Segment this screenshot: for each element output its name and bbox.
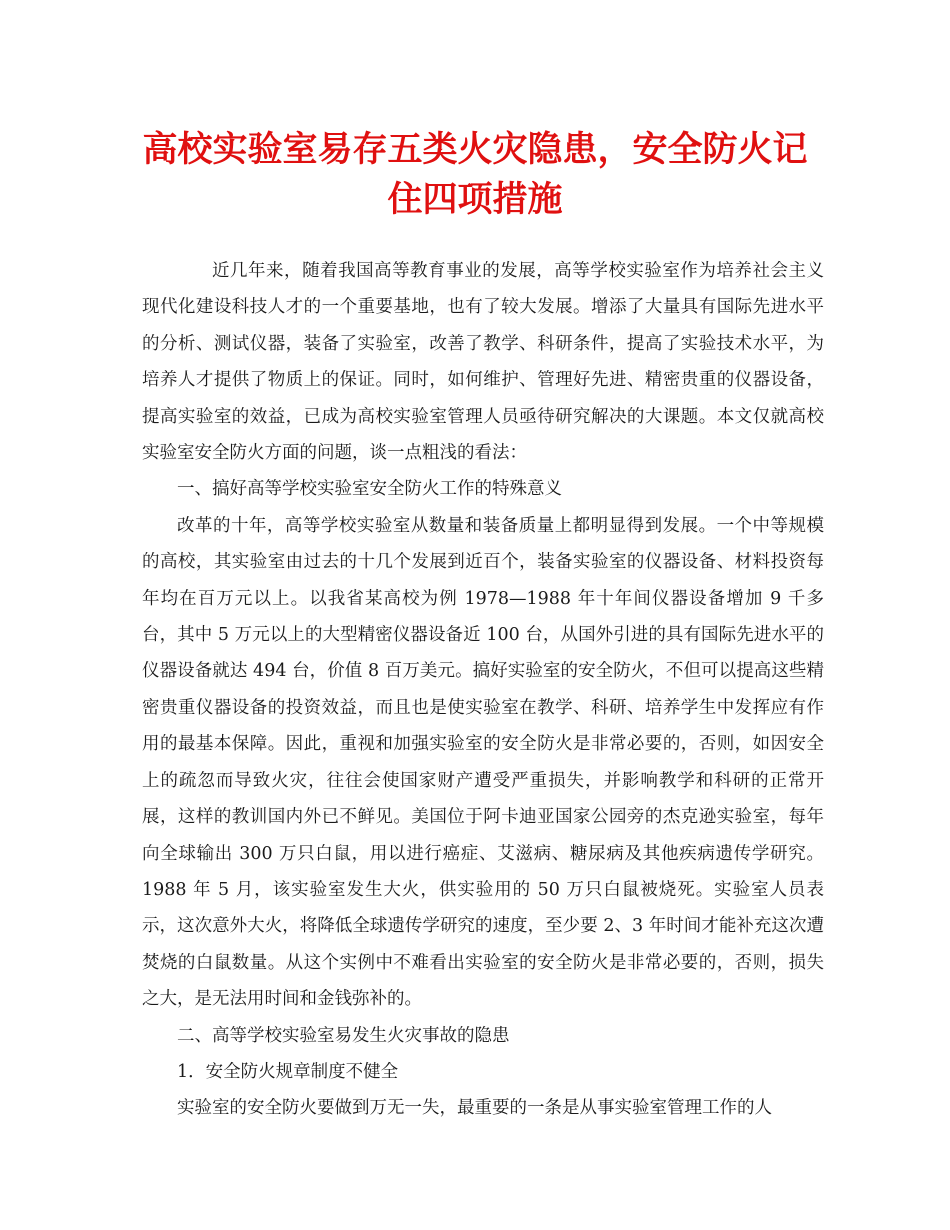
intro-paragraph: 近几年来，随着我国高等教育事业的发展，高等学校实验室作为培养社会主义现代化建设科技人才的一个重要基地，也有了较大发展。增添了大量具有国际先进水平的分析、测试仪器，装备了实验室，改善了教学、科研条件，提高了实验技术水平，为培养人才提供了物质上的保证。同时，如何维护、管理好先进、精密贵重的仪器设备，提高实验室的效益，已成为高校实验室管理人员亟待研究解决的大课题。本文仅就高校实验室安全防火方面的问题，谈一点粗浅的看法： <box>142 261 824 464</box>
subsection-heading-1: 1．安全防火规章制度不健全 <box>177 1061 399 1082</box>
title-line-2: 住四项措施 <box>387 179 563 220</box>
section-1-paragraph: 改革的十年，高等学校实验室从数量和装备质量上都明显得到发展。一个中等规模的高校，其实验室由过去的十几个发展到近百个，装备实验室的仪器设备、材料投资每年均在百万元以上。以我省某高校为例 1978—1988 年十年间仪器设备增加 9 千多台，其中 5 万元以上的大型精密仪器设备近 100 台，从国外引进的具有国际先进水平的仪器设备就达 494 台，价值 8 百万美元。搞好实验室的安全防火，不但可以提高这些精密贵重仪器设备的投资效益，而且也是使实验室在教学、科研、培养学生中发挥应有作用的最基本保障。因此，重视和加强实验室的安全防火是非常必要的，否则，如因安全上的疏忽而导致火灾，往往会使国家财产遭受严重损失，并影响教学和科研的正常开展，这样的教训国内外已不鲜见。美国位于阿卡迪亚国家公园旁的杰克逊实验室，每年向全球输出 300 万只白鼠，用以进行癌症、艾滋病、糖尿病及其他疾病遗传学研究。1988 年 5 月，该实验室发生大火，供实验用的 50 万只白鼠被烧死。实验室人员表示，这次意外大火，将降低全球遗传学研究的速度，至少要 2、3 年时间才能补充这次遭焚烧的白鼠数量。从这个实例中不难看出实验室的安全防火是非常必要的，否则，损失之大，是无法用时间和金钱弥补的。 <box>142 515 824 1010</box>
document-body <box>142 253 824 1127</box>
section-heading-2: 二、高等学校实验室易发生火灾事故的隐患 <box>177 1025 510 1046</box>
subsection-1-paragraph: 实验室的安全防火要做到万无一失，最重要的一条是从事实验室管理工作的人 <box>177 1098 772 1119</box>
document-title <box>120 125 830 225</box>
title-line-1: 高校实验室易存五类火灾隐患，安全防火记 <box>142 129 808 170</box>
section-heading-1: 一、搞好高等学校实验室安全防火工作的特殊意义 <box>177 479 562 500</box>
